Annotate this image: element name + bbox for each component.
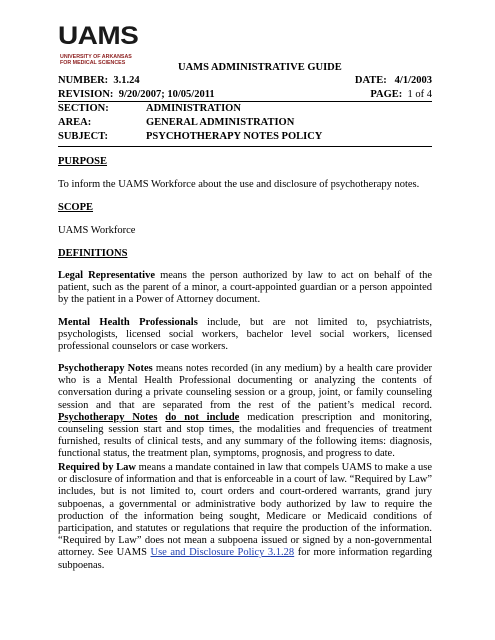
purpose-text: To inform the UAMS Workforce about the use and disclosure of psychotherapy notes.	[58, 179, 420, 190]
number-value: 3.1.24	[113, 75, 140, 86]
date-field	[355, 75, 432, 86]
logo-wordmark: UAMS	[58, 22, 139, 50]
page-field	[370, 89, 432, 100]
rbl-term: Required by Law	[58, 462, 136, 473]
pn-term2: Psychotherapy Notes	[58, 411, 158, 423]
header-revision-row	[58, 89, 432, 100]
section-label: SECTION:	[58, 103, 109, 114]
logo-subtitle-line1: UNIVERSITY OF ARKANSAS	[60, 54, 132, 60]
legal-representative-term: Legal Representative	[58, 270, 156, 281]
revision-label: REVISION:	[58, 89, 114, 100]
definitions-heading: DEFINITIONS	[58, 248, 128, 259]
guide-title: UAMS ADMINISTRATIVE GUIDE	[178, 62, 342, 73]
number-label: NUMBER:	[58, 75, 109, 86]
definition-legal-representative	[58, 270, 432, 307]
subject-row	[58, 131, 323, 142]
pn-term: Psychotherapy Notes	[58, 363, 153, 374]
page-total: 4	[426, 89, 432, 100]
subject-value: PSYCHOTHERAPY NOTES POLICY	[146, 131, 323, 142]
date-value: 4/1/2003	[394, 75, 432, 86]
page-value: 1	[407, 89, 413, 100]
pn-not-include: do not include	[165, 411, 240, 423]
section-row	[58, 103, 241, 114]
uams-logo	[58, 24, 146, 76]
use-and-disclosure-policy-link[interactable]: Use and Disclosure Policy 3.1.28	[150, 547, 295, 559]
definition-required-by-law	[58, 462, 432, 572]
mhp-text: include, but are not limited to, psychiatrists, psychologists, licensed social workers, bachelor level social workers, licensed professional counselors or case workers.	[58, 317, 432, 353]
scope-heading: SCOPE	[58, 202, 94, 213]
subject-label: SUBJECT:	[58, 131, 108, 142]
page-of: of	[415, 89, 425, 100]
header-divider	[58, 101, 432, 102]
mhp-term: Mental Health Professionals	[58, 317, 198, 328]
definition-psychotherapy-notes	[58, 363, 432, 461]
logo-subtitle-line2: FOR MEDICAL SCIENCES	[60, 60, 126, 66]
section-value: ADMINISTRATION	[146, 103, 241, 114]
area-label: AREA:	[58, 117, 92, 128]
rbl-text2: for more information regarding subpoenas.	[58, 547, 433, 571]
definition-mental-health-professionals	[58, 317, 432, 354]
legal-representative-text: means the person authorized by law to act on behalf of the patient, such as the parent of a minor, a court-appointed guardian or a person appointed by the patient in a Power of Attorney document.	[58, 270, 432, 306]
purpose-heading: PURPOSE	[58, 156, 108, 167]
date-label: DATE:	[354, 75, 387, 86]
header-number-row	[58, 75, 432, 86]
area-value: GENERAL ADMINISTRATION	[146, 117, 295, 128]
page-label: PAGE:	[370, 89, 403, 100]
section-divider	[58, 146, 432, 147]
revision-value: 9/20/2007; 10/05/2011	[118, 89, 215, 100]
pn-text2: medication prescription and monitoring, counseling session start and stop times, the modalities and frequencies of treatment furnished, results of clinical tests, and any summary of the following items: diagnosis, functional status, the treatment plan, symptoms, prognosis, and progress to date.	[58, 411, 433, 460]
area-row	[58, 117, 295, 128]
pn-text1: means notes recorded (in any medium) by a health care provider who is a Mental Health Professional documenting or analyzing the contents of conversation during a private counseling session or a group, joint, or family counseling session and that are separated from the rest of the patient’s medical record.	[58, 363, 432, 411]
scope-text: UAMS Workforce	[58, 225, 136, 236]
rbl-text1: means a mandate contained in law that compels UAMS to make a use or disclosure of information and that is enforceable in a court of law. “Required by Law” includes, but is not limited to, court orders and court-ordered warrants, grand jury subpoenas, a governmental or administrative body authorized by law to require the production of the information being sought, Medicare or Medicaid conditions of participation, and statutes or regulations that require the production of the information. “Required by Law” does not mean a subpoena issued or signed by a non-governmental attorney. See UAMS	[58, 462, 432, 559]
